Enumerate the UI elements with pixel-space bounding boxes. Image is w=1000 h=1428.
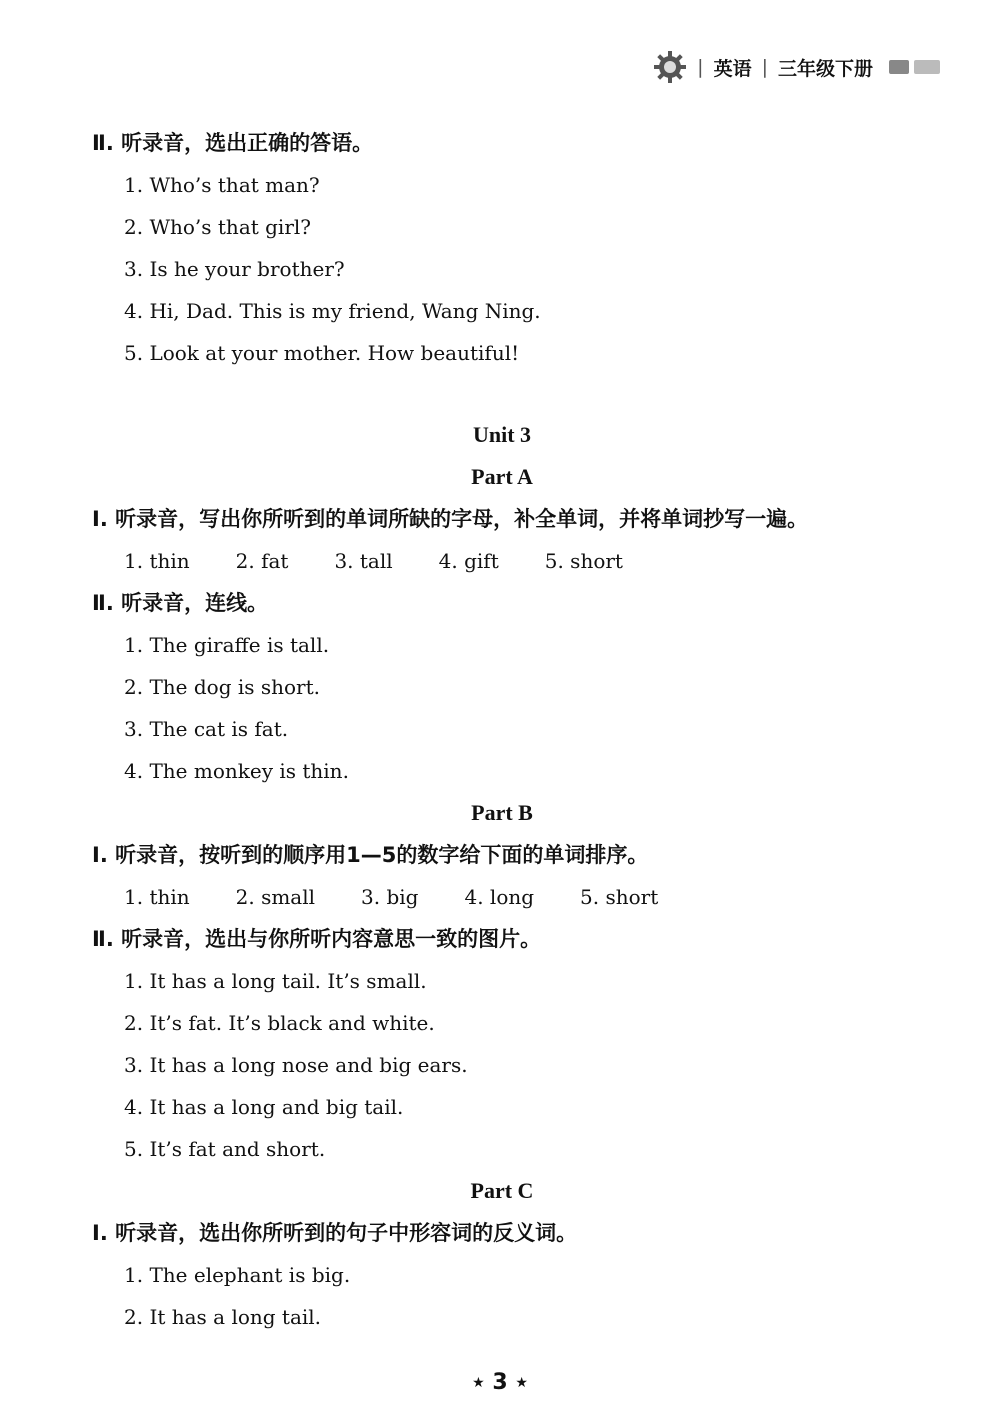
list-item: 2. It’s fat. It’s black and white. bbox=[124, 1011, 435, 1035]
list-item: 1. Who’s that man? bbox=[124, 173, 320, 197]
list-item: 3. It has a long nose and big ears. bbox=[124, 1053, 468, 1077]
word-item: 3. tall bbox=[334, 549, 393, 573]
page-footer bbox=[0, 1370, 1000, 1395]
list-item: 1. It has a long tail. It’s small. bbox=[124, 969, 427, 993]
header-subject: 英语 bbox=[713, 57, 752, 80]
gear-icon bbox=[653, 50, 687, 84]
list-item: 4. Hi, Dad. This is my friend, Wang Ning. bbox=[124, 299, 541, 323]
list-item: 4. The monkey is thin. bbox=[124, 759, 349, 783]
star-icon: ★ bbox=[515, 1375, 528, 1391]
unit-title: Unit 3 bbox=[472, 422, 532, 447]
word-item: 5. short bbox=[580, 885, 659, 909]
question-heading: Ⅰ. 听录音，写出你所听到的单词所缺的字母，补全单词，并将单词抄写一遍。 bbox=[92, 507, 809, 531]
question-heading: Ⅰ. 听录音，按听到的顺序用1—5的数字给下面的单词排序。 bbox=[92, 843, 649, 867]
list-item: 5. Look at your mother. How beautiful! bbox=[124, 341, 520, 365]
header-separator: | bbox=[761, 56, 768, 78]
part-title: Part A bbox=[471, 464, 533, 489]
list-item: 3. Is he your brother? bbox=[124, 257, 345, 281]
part-title: Part B bbox=[471, 800, 533, 825]
word-item: 4. gift bbox=[438, 549, 499, 573]
word-item: 4. long bbox=[464, 885, 535, 909]
list-item: 3. The cat is fat. bbox=[124, 717, 289, 741]
list-item: 1. The elephant is big. bbox=[124, 1263, 351, 1287]
question-heading: Ⅰ. 听录音，选出你所听到的句子中形容词的反义词。 bbox=[92, 1221, 578, 1245]
word-item: 1. thin bbox=[124, 885, 190, 909]
question-heading: Ⅱ. 听录音，连线。 bbox=[92, 591, 269, 615]
page-header bbox=[653, 50, 940, 84]
question-heading: Ⅱ. 听录音，选出与你所听内容意思一致的图片。 bbox=[92, 927, 542, 951]
list-item: 2. It has a long tail. bbox=[124, 1305, 322, 1329]
question-heading: Ⅱ. 听录音，选出正确的答语。 bbox=[92, 131, 374, 155]
word-item: 1. thin bbox=[124, 549, 190, 573]
page-number: 3 bbox=[492, 1370, 508, 1395]
part-title: Part C bbox=[470, 1178, 534, 1203]
word-item: 5. short bbox=[544, 549, 623, 573]
list-item: 2. Who’s that girl? bbox=[124, 215, 312, 239]
star-icon: ★ bbox=[472, 1375, 485, 1391]
list-item: 4. It has a long and big tail. bbox=[124, 1095, 404, 1119]
word-item: 2. fat bbox=[235, 549, 289, 573]
word-row bbox=[92, 540, 912, 582]
header-decoration bbox=[889, 60, 940, 74]
list-item: 1. The giraffe is tall. bbox=[124, 633, 330, 657]
page-content bbox=[92, 122, 912, 1338]
header-separator: | bbox=[697, 56, 704, 78]
header-grade: 三年级下册 bbox=[777, 57, 873, 80]
word-item: 3. big bbox=[361, 885, 419, 909]
word-row bbox=[92, 876, 912, 918]
list-item: 5. It’s fat and short. bbox=[124, 1137, 326, 1161]
word-item: 2. small bbox=[235, 885, 316, 909]
list-item: 2. The dog is short. bbox=[124, 675, 321, 699]
